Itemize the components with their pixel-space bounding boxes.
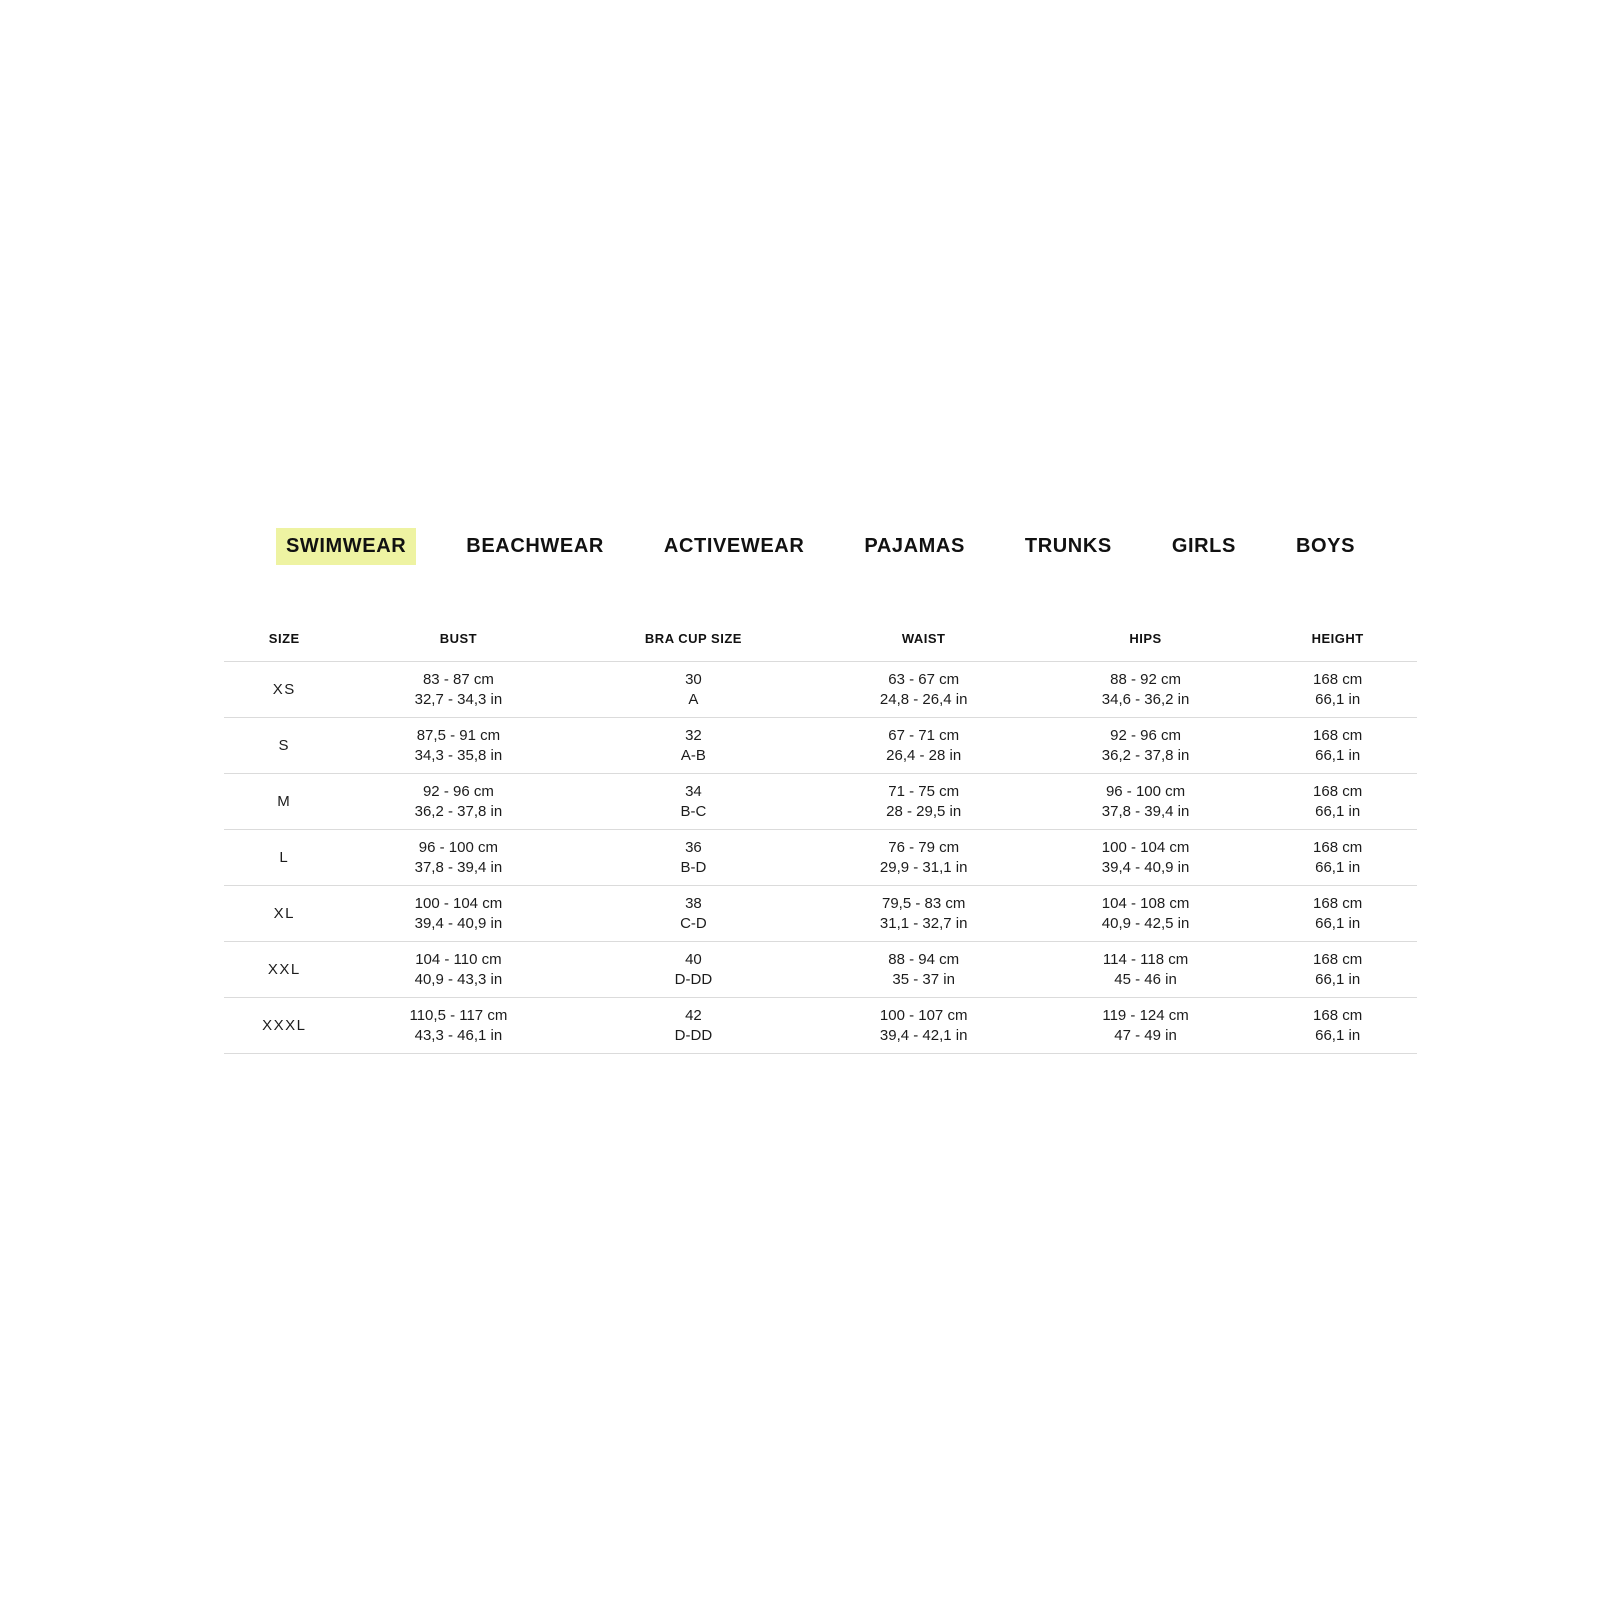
table-row (224, 718, 1417, 774)
bra-cup: D-DD (674, 970, 713, 988)
measurement-cm: 100 - 104 cm (414, 894, 503, 912)
measurement-cm: 114 - 118 cm (1102, 950, 1189, 968)
size-label: L (279, 848, 290, 866)
waist-cell (815, 998, 1033, 1054)
height-cell (1258, 830, 1417, 886)
measurement-in: 66,1 in (1315, 970, 1361, 988)
table-row (224, 942, 1417, 998)
bra-band: 30 (685, 670, 702, 688)
column-header-height: HEIGHT (1258, 615, 1417, 662)
bra-cup: A (688, 690, 699, 708)
measurement-cm: 96 - 100 cm (1105, 782, 1186, 800)
size-label: XXXL (262, 1016, 307, 1034)
bra-band: 32 (685, 726, 702, 744)
measurement-in: 34,3 - 35,8 in (414, 746, 503, 764)
measurement-in: 31,1 - 32,7 in (879, 914, 968, 932)
measurement-in: 28 - 29,5 in (886, 802, 962, 820)
table-header-row (224, 615, 1417, 662)
measurement-in: 29,9 - 31,1 in (879, 858, 968, 876)
measurement-cm: 168 cm (1313, 670, 1363, 688)
hips-cell (1033, 886, 1258, 942)
waist-cell (815, 774, 1033, 830)
measurement-in: 66,1 in (1315, 914, 1361, 932)
bust-cell (344, 998, 572, 1054)
measurement-cm: 92 - 96 cm (422, 782, 494, 800)
measurement-cm: 100 - 107 cm (879, 1006, 968, 1024)
bra-cup: A-B (680, 746, 706, 764)
measurement-cm: 67 - 71 cm (888, 726, 960, 744)
bra-cup: B-D (680, 858, 707, 876)
waist-cell (815, 942, 1033, 998)
bra-band: 36 (685, 838, 702, 856)
measurement-cm: 88 - 92 cm (1110, 670, 1181, 688)
measurement-cm: 63 - 67 cm (888, 670, 960, 688)
tab-activewear[interactable]: ACTIVEWEAR (663, 535, 805, 557)
tab-boys[interactable]: BOYS (1295, 535, 1356, 557)
measurement-in: 26,4 - 28 in (886, 746, 962, 764)
measurement-cm: 79,5 - 83 cm (881, 894, 966, 912)
measurement-in: 24,8 - 26,4 in (879, 690, 968, 708)
size-cell (224, 774, 344, 830)
measurement-in: 35 - 37 in (892, 970, 955, 988)
measurement-in: 66,1 in (1315, 746, 1361, 764)
measurement-cm: 168 cm (1313, 894, 1363, 912)
height-cell (1258, 718, 1417, 774)
tab-beachwear[interactable]: BEACHWEAR (466, 535, 604, 557)
measurement-in: 45 - 46 in (1114, 970, 1177, 988)
height-cell (1258, 774, 1417, 830)
waist-cell (815, 662, 1033, 718)
bra-cup: D-DD (674, 1026, 713, 1044)
measurement-cm: 168 cm (1313, 782, 1363, 800)
size-cell (224, 662, 344, 718)
measurement-cm: 83 - 87 cm (422, 670, 494, 688)
size-label: S (278, 736, 290, 754)
bra-band: 34 (685, 782, 702, 800)
bra-cup-cell (572, 830, 814, 886)
bra-cup-cell (572, 942, 814, 998)
size-cell (224, 942, 344, 998)
measurement-cm: 71 - 75 cm (888, 782, 960, 800)
measurement-cm: 76 - 79 cm (888, 838, 960, 856)
table-row (224, 998, 1417, 1054)
size-cell (224, 886, 344, 942)
hips-cell (1033, 774, 1258, 830)
hips-cell (1033, 942, 1258, 998)
category-tab-bar (224, 528, 1417, 565)
measurement-in: 37,8 - 39,4 in (414, 858, 503, 876)
column-header-bust: BUST (344, 615, 572, 662)
measurement-in: 36,2 - 37,8 in (1101, 746, 1190, 764)
table-row (224, 774, 1417, 830)
hips-cell (1033, 662, 1258, 718)
bra-cup: B-C (680, 802, 707, 820)
bra-band: 38 (685, 894, 702, 912)
measurement-cm: 119 - 124 cm (1102, 1006, 1189, 1024)
measurement-in: 47 - 49 in (1114, 1026, 1177, 1044)
measurement-cm: 92 - 96 cm (1110, 726, 1181, 744)
size-label: M (277, 792, 292, 810)
measurement-cm: 168 cm (1313, 1006, 1363, 1024)
measurement-in: 66,1 in (1315, 802, 1361, 820)
size-label: XS (272, 680, 296, 698)
measurement-in: 66,1 in (1315, 1026, 1361, 1044)
bust-cell (344, 718, 572, 774)
height-cell (1258, 998, 1417, 1054)
bust-cell (344, 662, 572, 718)
size-cell (224, 998, 344, 1054)
measurement-in: 37,8 - 39,4 in (1101, 802, 1190, 820)
measurement-cm: 168 cm (1313, 950, 1363, 968)
height-cell (1258, 942, 1417, 998)
bust-cell (344, 942, 572, 998)
measurement-in: 43,3 - 46,1 in (414, 1026, 503, 1044)
bra-cup-cell (572, 998, 814, 1054)
bra-cup: C-D (680, 914, 707, 932)
column-header-waist: WAIST (815, 615, 1033, 662)
bra-cup-cell (572, 718, 814, 774)
measurement-in: 40,9 - 42,5 in (1101, 914, 1190, 932)
bra-cup-cell (572, 662, 814, 718)
bra-band: 40 (685, 950, 702, 968)
bust-cell (344, 774, 572, 830)
measurement-cm: 110,5 - 117 cm (409, 1006, 508, 1024)
column-header-hips: HIPS (1033, 615, 1258, 662)
measurement-cm: 88 - 94 cm (888, 950, 960, 968)
bra-band: 42 (685, 1006, 702, 1024)
size-label: XL (273, 904, 295, 922)
measurement-in: 40,9 - 43,3 in (414, 970, 503, 988)
table-row (224, 886, 1417, 942)
tab-trunks[interactable]: TRUNKS (1024, 535, 1112, 557)
measurement-cm: 104 - 108 cm (1101, 894, 1190, 912)
tab-girls[interactable]: GIRLS (1171, 535, 1236, 557)
bra-cup-cell (572, 774, 814, 830)
waist-cell (815, 830, 1033, 886)
size-cell (224, 718, 344, 774)
measurement-in: 39,4 - 40,9 in (1101, 858, 1190, 876)
size-label: XXL (267, 960, 301, 978)
size-chart-table (224, 615, 1417, 1054)
measurement-in: 66,1 in (1315, 690, 1361, 708)
measurement-cm: 168 cm (1313, 838, 1363, 856)
table-row (224, 662, 1417, 718)
measurement-cm: 104 - 110 cm (415, 950, 502, 968)
hips-cell (1033, 830, 1258, 886)
measurement-in: 66,1 in (1315, 858, 1361, 876)
bust-cell (344, 830, 572, 886)
measurement-in: 39,4 - 40,9 in (414, 914, 503, 932)
table-row (224, 830, 1417, 886)
column-header-bra-cup: BRA CUP SIZE (572, 615, 814, 662)
measurement-in: 34,6 - 36,2 in (1101, 690, 1190, 708)
waist-cell (815, 886, 1033, 942)
tab-swimwear[interactable]: SWIMWEAR (276, 528, 416, 565)
bra-cup-cell (572, 886, 814, 942)
hips-cell (1033, 998, 1258, 1054)
measurement-in: 39,4 - 42,1 in (879, 1026, 968, 1044)
measurement-cm: 168 cm (1313, 726, 1363, 744)
measurement-cm: 100 - 104 cm (1101, 838, 1190, 856)
waist-cell (815, 718, 1033, 774)
size-cell (224, 830, 344, 886)
column-header-size: SIZE (224, 615, 344, 662)
measurement-cm: 96 - 100 cm (418, 838, 499, 856)
measurement-in: 36,2 - 37,8 in (414, 802, 503, 820)
hips-cell (1033, 718, 1258, 774)
bust-cell (344, 886, 572, 942)
tab-pajamas[interactable]: PAJAMAS (864, 535, 965, 557)
measurement-cm: 87,5 - 91 cm (416, 726, 501, 744)
height-cell (1258, 662, 1417, 718)
height-cell (1258, 886, 1417, 942)
measurement-in: 32,7 - 34,3 in (414, 690, 503, 708)
